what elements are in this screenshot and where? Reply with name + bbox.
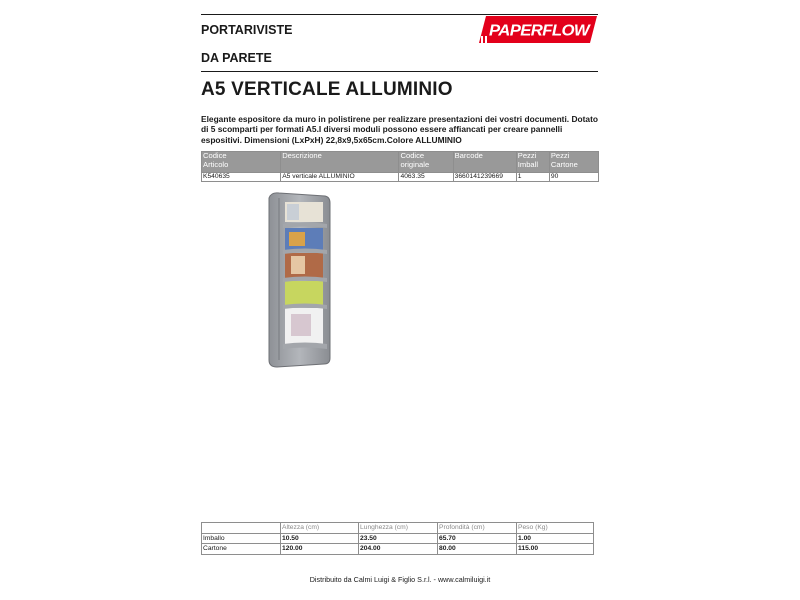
header-cell: Altezza (cm) [281, 523, 359, 534]
header-cell: Peso (Kg) [517, 523, 594, 534]
title-rule [201, 71, 598, 72]
table-cell: 10.50 [281, 533, 359, 544]
header-cell [202, 523, 281, 534]
table-cell: 3660141239669 [453, 173, 516, 182]
product-title: A5 VERTICALE ALLUMINIO [201, 79, 453, 100]
table-cell: 204.00 [359, 544, 438, 555]
table-cell: A5 verticale ALLUMINIO [281, 173, 399, 182]
dimensions-table [201, 522, 594, 555]
footer-text: Distribuito da Calmi Luigi & Figlio S.r.l. - www.calmiluigi.it [309, 575, 491, 584]
header-cell: Codice originale [399, 152, 453, 173]
paperflow-logo [479, 16, 597, 43]
table-cell: 1 [516, 173, 549, 182]
header-cell: Descrizione [281, 152, 399, 173]
table-cell: 4063.35 [399, 173, 453, 182]
header-cell: Lunghezza (cm) [359, 523, 438, 534]
table-cell: 115.00 [517, 544, 594, 555]
table-row [202, 173, 599, 182]
row-label: Imballo [202, 533, 281, 544]
category-heading: PORTARIVISTE [201, 23, 293, 37]
product-image [265, 192, 331, 368]
table-cell: 65.70 [438, 533, 517, 544]
row-label: Cartone [202, 544, 281, 555]
table-cell: 1.00 [517, 533, 594, 544]
header-cell: Pezzi Cartone [549, 152, 598, 173]
product-description: Elegante espositore da muro in polistirene per realizzare presentazioni dei vostri documenti. Dotato di 5 scomparti per formati A5.I diversi moduli possono essere affiancati per creare pannelli espositivi. Dimensioni (LxPxH) 22,8x9,5x65cm.Colore ALLUMINIO [201, 114, 598, 145]
header-cell: Barcode [453, 152, 516, 173]
top-rule [201, 14, 598, 15]
table-row [202, 533, 594, 544]
header-cell: Codice Articolo [202, 152, 281, 173]
table-cell: K540635 [202, 173, 281, 182]
product-table [201, 151, 599, 182]
table-cell: 90 [549, 173, 598, 182]
logo-text: PAPERFLOW [489, 22, 592, 40]
subcategory-heading: DA PARETE [201, 51, 272, 65]
table-cell: 23.50 [359, 533, 438, 544]
table-cell: 120.00 [281, 544, 359, 555]
header-cell: Pezzi Imball [516, 152, 549, 173]
table-cell: 80.00 [438, 544, 517, 555]
header-cell: Profondità (cm) [438, 523, 517, 534]
product-table-header [202, 152, 599, 173]
dimensions-table-header [202, 523, 594, 534]
table-row [202, 544, 594, 555]
